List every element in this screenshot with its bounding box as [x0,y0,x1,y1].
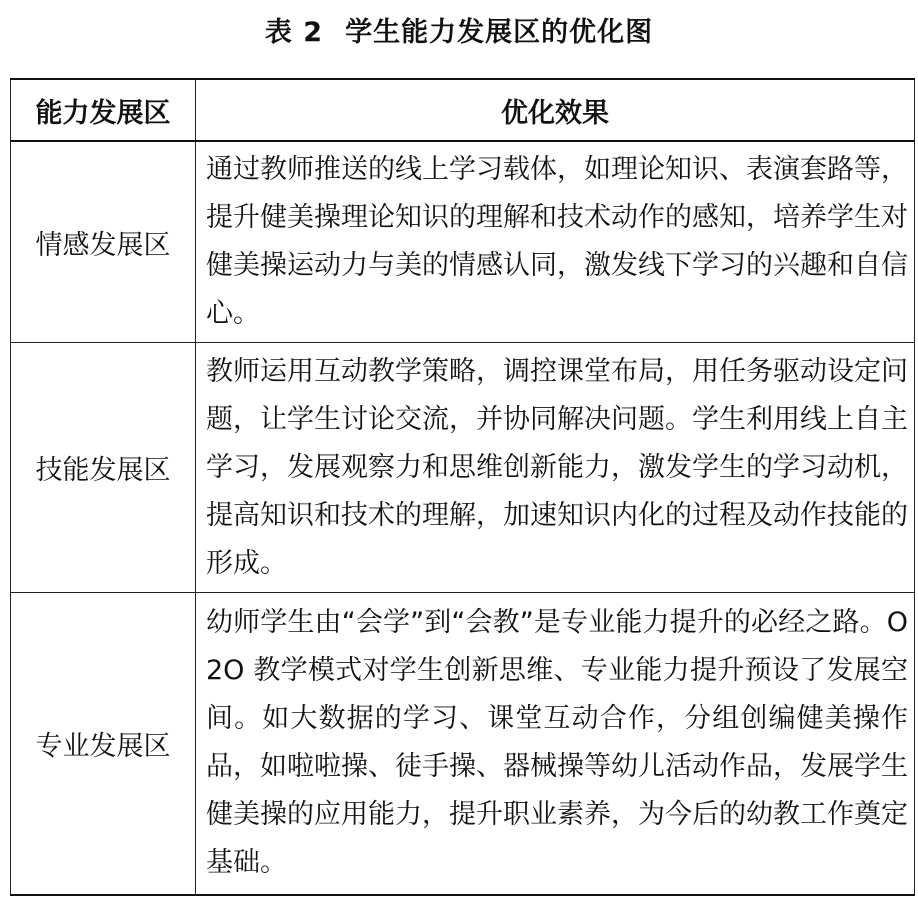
zone-cell: 专业发展区 [11,593,196,895]
table-row [11,141,915,343]
zone-cell: 技能发展区 [11,343,196,593]
header-effect: 优化效果 [196,79,915,141]
table-caption [0,10,918,49]
effect-cell: 教师运用互动教学策略，调控课堂布局，用任务驱动设定问题，让学生讨论交流，并协同解决问题。学生利用线上自主学习，发展观察力和思维创新能力，激发学生的学习动机，提高知识和技术的理解，加速知识内化的过程及动作技能的形成。 [196,343,915,593]
table-title: 学生能力发展区的优化图 [345,17,654,48]
table-row [11,343,915,593]
table-number: 表 2 [264,17,324,48]
effect-cell: 幼师学生由“会学”到“会教”是专业能力提升的必经之路。O2O 教学模式对学生创新思维、专业能力提升预设了发展空间。如大数据的学习、课堂互动合作，分组创编健美操作品，如啦啦操、徒手操、器械操等幼儿活动作品，发展学生健美操的应用能力，提升职业素养，为今后的幼教工作奠定基础。 [196,593,915,895]
ability-zone-table [10,78,915,896]
effect-cell: 通过教师推送的线上学习载体，如理论知识、表演套路等，提升健美操理论知识的理解和技术动作的感知，培养学生对健美操运动力与美的情感认同，激发线下学习的兴趣和自信心。 [196,141,915,343]
table-header-row [11,79,915,141]
zone-cell: 情感发展区 [11,141,196,343]
header-zone: 能力发展区 [11,79,196,141]
table-row [11,593,915,895]
